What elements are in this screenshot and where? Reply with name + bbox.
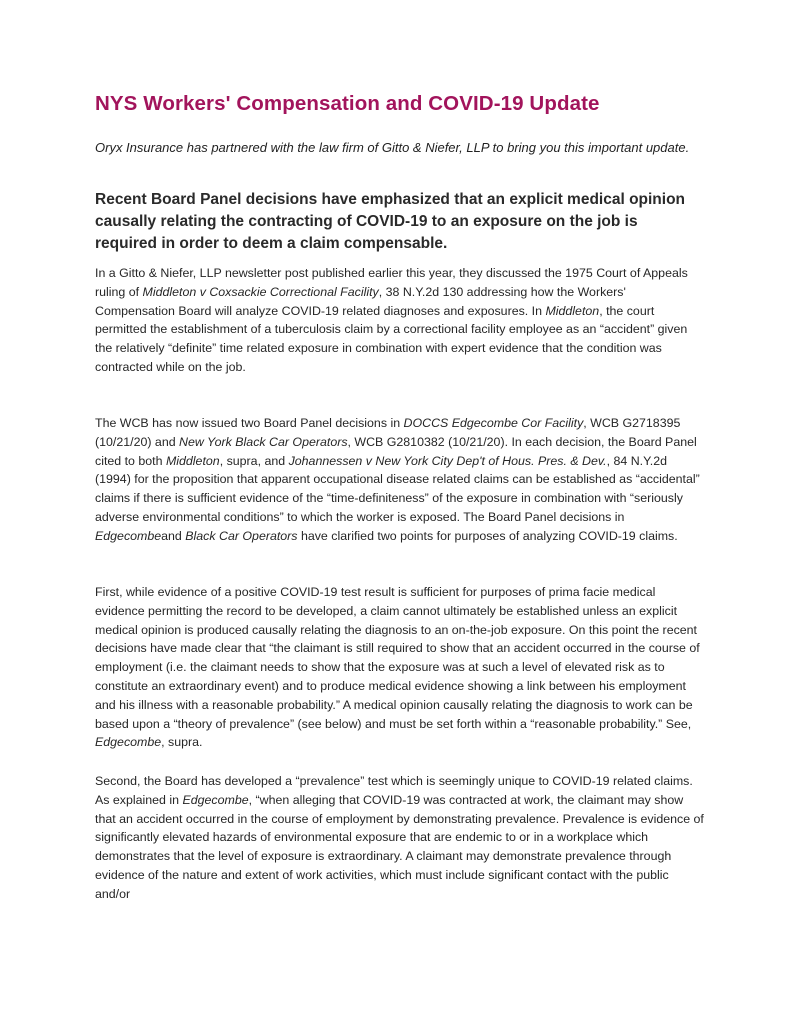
paragraph-text: , WCB G2810382 (10/21/20). In each decision, the Board Panel cited to both bbox=[95, 434, 697, 468]
paragraph-text: In a Gitto & Niefer, LLP newsletter post published earlier this year, they discussed the 1975 Court of Appeals ruling of bbox=[95, 266, 688, 299]
lead-summary: Recent Board Panel decisions have emphasized that an explicit medical opinion causally relating the contracting of COVID-19 to an exposure on the job is required in order to deem a claim compensable. bbox=[95, 191, 686, 252]
intro-text: Oryx Insurance has partnered with the law firm of Gitto & Niefer, LLP to bring you this important update. bbox=[95, 140, 690, 155]
italic-citation: Middleton v Coxsackie Correctional Facility bbox=[142, 284, 379, 299]
italic-citation: Johannessen v New York City Dep't of Hous. Pres. & Dev. bbox=[288, 453, 607, 468]
paragraph-text: , the court permitted the establishment of a tuberculosis claim by a correctional facility employee as an “accident” given the relatively “definite” time related exposure in combination with expert evidence that the condition was contracted while on the job. bbox=[95, 303, 688, 374]
paragraph-text: Second, the Board has developed a “prevalence” test which is seemingly unique to COVID-19 related claims. As explained in bbox=[95, 774, 693, 807]
italic-citation: Edgecombe bbox=[95, 528, 162, 543]
italic-citation: Middleton bbox=[545, 303, 600, 318]
paragraph-text: The WCB has now issued two Board Panel decisions in bbox=[95, 416, 404, 430]
paragraph-text: , WCB G2718395 (10/21/20) and bbox=[95, 416, 681, 449]
paragraph-text: , supra, and bbox=[219, 453, 289, 468]
paragraph-text: , 84 N.Y.2d (1994) for the proposition that apparent occupational disease related claims can be established as “accidental” claims if there is sufficient evidence of the “time-definiteness” of the exposure in combination with “seriously adverse environmental conditions” to which the worker is exposed. The Board Panel decisions in bbox=[95, 453, 700, 524]
paragraph-text: have clarified two points for purposes of analyzing COVID-19 claims. bbox=[297, 528, 678, 543]
italic-citation: Middleton bbox=[165, 453, 220, 468]
paragraph-text: , 38 N.Y.2d 130 addressing how the Workers' Compensation Board will analyze COVID-19 related diagnoses and exposures. In bbox=[95, 284, 626, 318]
paragraph-text: , “when alleging that COVID-19 was contracted at work, the claimant may show that an accident occurred in the course of employment by demonstrating prevalence. Prevalence is evidence of significantly elevated hazards of environmental exposure that are endemic to or in a workplace which demonstrates that the level of exposure is extraordinary. A claimant may demonstrate prevalence through evidence of the nature and extent of work activities, which must include significant contact with the public and/or bbox=[95, 792, 704, 901]
paragraph-text: , supra. bbox=[161, 735, 203, 750]
page-title: NYS Workers' Compensation and COVID-19 Update bbox=[95, 92, 600, 115]
paragraph-text: First, while evidence of a positive COVID-19 test result is sufficient for purposes of prima facie medical evidence permitting the record to be developed, a claim cannot ultimately be established unless an explicit medical opinion is produced causally relating the diagnosis to an on-the-job exposure. On this point the recent decisions have made clear that “the claimant is still required to show that an accident occurred in the course of employment (i.e. the claimant needs to show that the exposure was at such a level of elevated risk as to constitute an extraordinary event) and to produce medical evidence showing a link between his employment and his illness with a reasonable probability.” A medical opinion causally relating the diagnosis to work can be based upon a “theory of prevalence” (see below) and must be set forth within a “reasonable probability.” See, bbox=[95, 585, 700, 731]
italic-citation: New York Black Car Operators bbox=[179, 434, 348, 449]
italic-citation: DOCCS Edgecombe Cor Facility bbox=[403, 416, 584, 430]
italic-citation: Black Car Operators bbox=[185, 528, 298, 543]
body-paragraph bbox=[95, 414, 705, 546]
italic-citation: Edgecombe bbox=[95, 735, 162, 750]
paragraph-text: and bbox=[161, 528, 186, 543]
body-paragraph bbox=[95, 583, 705, 752]
body-paragraph bbox=[95, 772, 705, 904]
body-paragraph bbox=[95, 264, 705, 377]
italic-citation: Edgecombe bbox=[182, 792, 249, 807]
